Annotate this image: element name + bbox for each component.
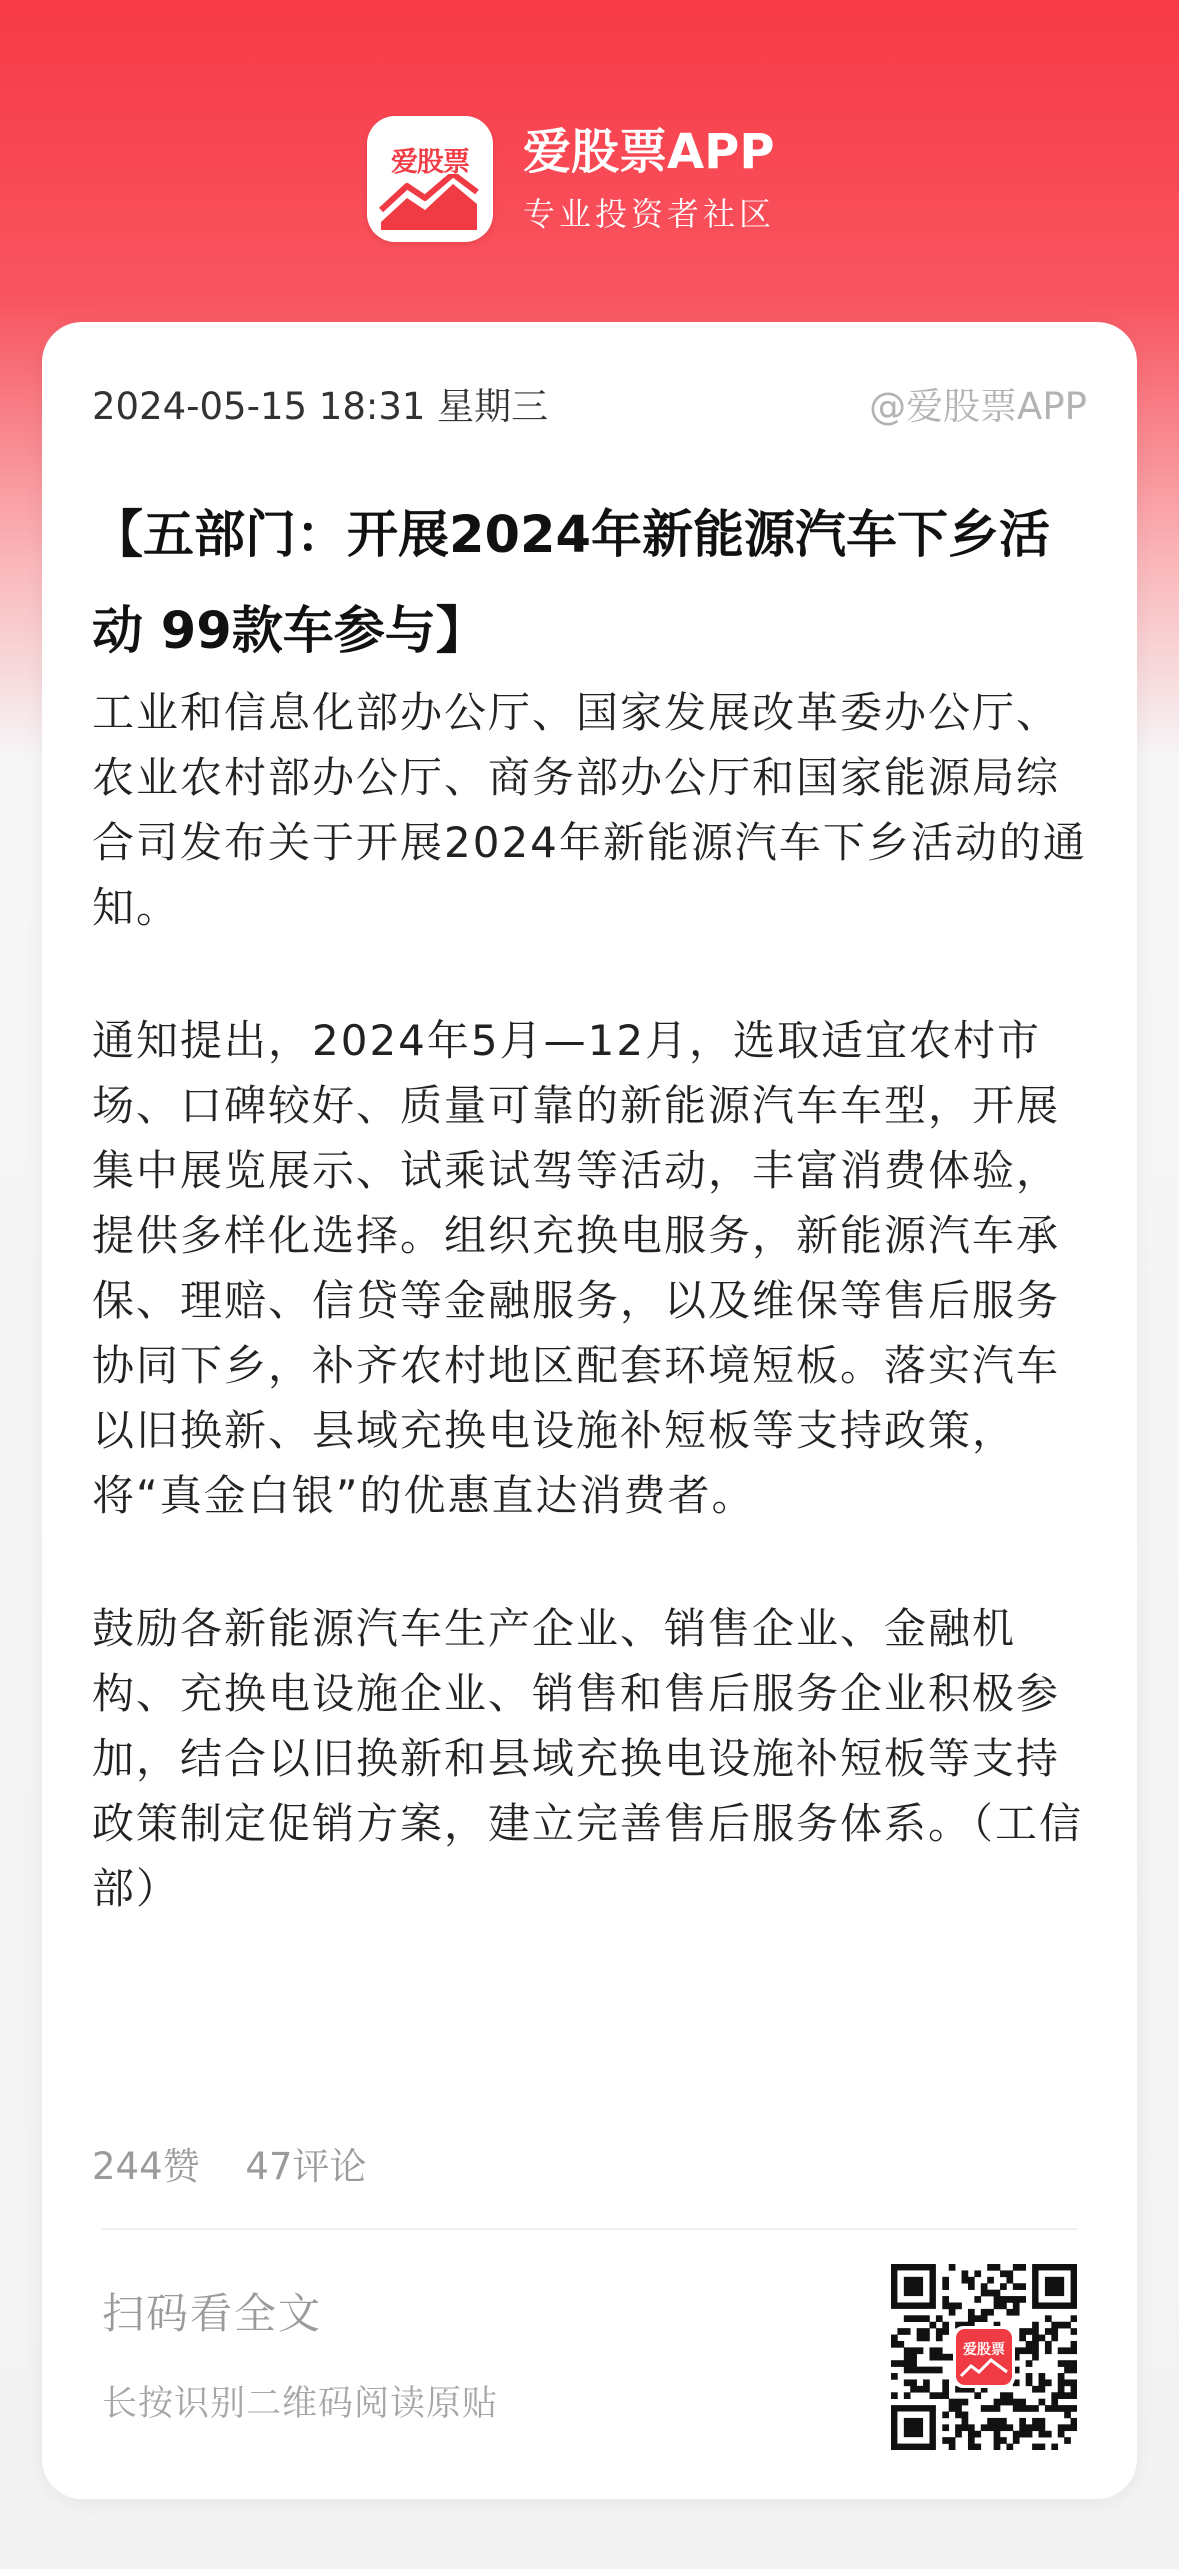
post-datetime: 2024-05-15 18:31 星期三 [92,385,549,428]
app-brand [367,116,775,242]
post-meta [92,382,1087,432]
post-paragraph: 工业和信息化部办公厅、国家发展改革委办公厅、农业农村部办公厅、商务部办公厅和国家能源局综合司发布关于开展2024年新能源汽车下乡活动的通知。 [92,688,1087,932]
post-card [42,322,1137,2499]
app-slogan: 专业投资者社区 [523,195,776,233]
app-logo-icon [367,116,493,242]
scan-hint: 长按识别二维码阅读原贴 [102,2384,499,2424]
app-logo-text: 爱股票 [391,147,469,178]
post-stats [92,2142,400,2192]
post-paragraph: 鼓励各新能源汽车生产企业、销售企业、金融机构、充换电设施企业、销售和售后服务企业积极参加，结合以旧换新和县域充换电设施补短板等支持政策制定促销方案，建立完善售后服务体系。（工信部） [92,1604,1084,1913]
scan-title: 扫码看全文 [102,2289,323,2338]
comment-count[interactable]: 47评论 [245,2145,367,2188]
post-body [92,680,1092,1989]
post-source[interactable]: @爱股票APP [869,385,1087,428]
divider [102,2228,1077,2230]
qr-logo-text: 爱股票 [963,2342,1005,2358]
like-count[interactable]: 244赞 [92,2145,200,2188]
stock-chart-icon [377,174,483,230]
qr-code[interactable] [891,2264,1077,2450]
post-title: 【五部门：开展2024年新能源汽车下乡活动 99款车参与】 [92,506,1050,661]
post-paragraph: 通知提出，2024年5月—12月，选取适宜农村市场、口碑较好、质量可靠的新能源汽车车型，开展集中展览展示、试乘试驾等活动，丰富消费体验，提供多样化选择。组织充换电服务，新能源汽车承保、理赔、信贷等金融服务，以及维保等售后服务协同下乡，补齐农村地区配套环境短板。落实汽车以旧换新、县域充换电设施补短板等支持政策，将“真金白银”的优惠直达消费者。 [92,1016,1061,1520]
app-name: 爱股票APP [523,124,775,180]
